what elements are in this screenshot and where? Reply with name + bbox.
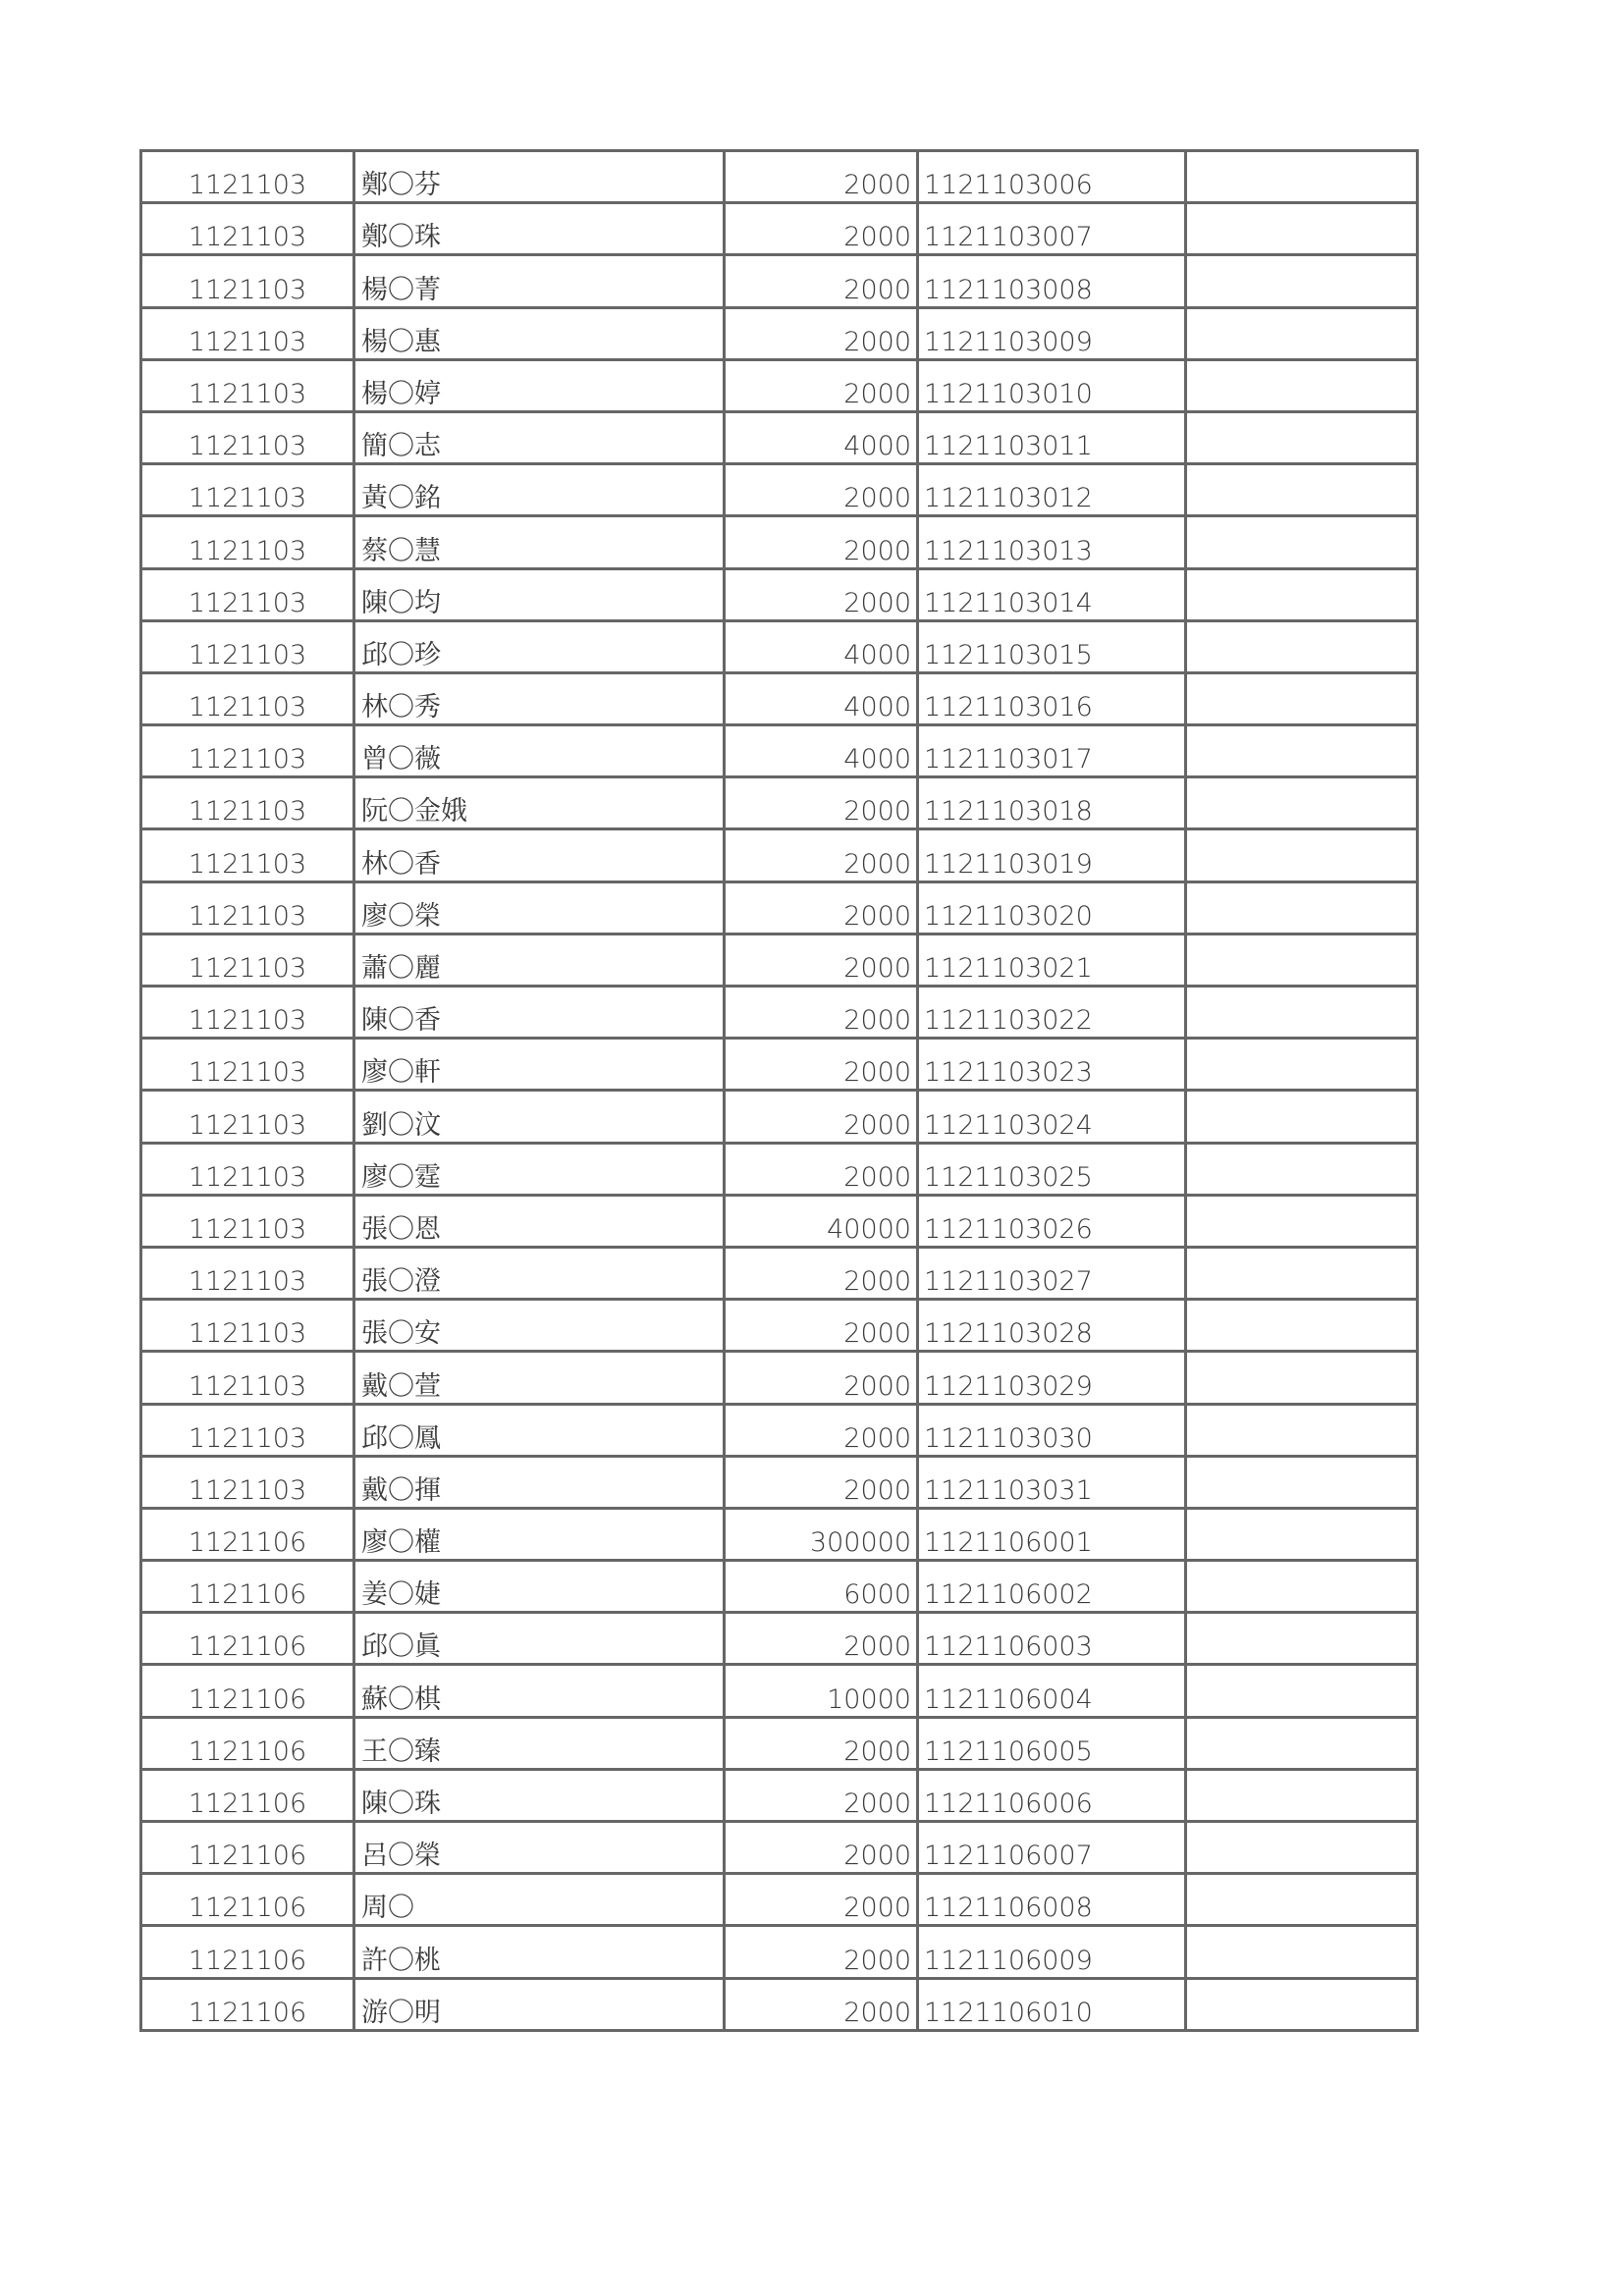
amount-cell: 2000 (725, 1874, 918, 1926)
note-cell (1186, 359, 1418, 411)
note-cell (1186, 1508, 1418, 1560)
table-row (141, 1404, 1418, 1456)
receipt-number-cell: 1121103009 (918, 307, 1186, 359)
name-cell: 廖〇權 (354, 1508, 725, 1560)
receipt-number-cell: 1121106006 (918, 1769, 1186, 1821)
amount-cell: 2000 (725, 516, 918, 568)
amount-cell: 2000 (725, 464, 918, 516)
amount-cell: 2000 (725, 1822, 918, 1874)
note-cell (1186, 1300, 1418, 1352)
amount-cell: 2000 (725, 307, 918, 359)
receipt-number-cell: 1121103029 (918, 1352, 1186, 1404)
date-cell: 1121103 (141, 516, 354, 568)
table-row (141, 620, 1418, 672)
table-row (141, 1561, 1418, 1613)
amount-cell: 2000 (725, 987, 918, 1039)
receipt-number-cell: 1121103023 (918, 1039, 1186, 1091)
name-cell: 楊〇惠 (354, 307, 725, 359)
amount-cell: 2000 (725, 151, 918, 203)
date-cell: 1121103 (141, 1456, 354, 1508)
name-cell: 鄭〇芬 (354, 151, 725, 203)
receipt-number-cell: 1121103010 (918, 359, 1186, 411)
note-cell (1186, 568, 1418, 620)
table-row (141, 203, 1418, 255)
table-row (141, 1352, 1418, 1404)
name-cell: 蘇〇棋 (354, 1665, 725, 1717)
table-body (141, 151, 1418, 2031)
note-cell (1186, 1352, 1418, 1404)
amount-cell: 2000 (725, 1143, 918, 1195)
name-cell: 邱〇鳳 (354, 1404, 725, 1456)
table-row (141, 568, 1418, 620)
name-cell: 陳〇香 (354, 987, 725, 1039)
date-cell: 1121106 (141, 1717, 354, 1769)
name-cell: 陳〇均 (354, 568, 725, 620)
amount-cell: 2000 (725, 1352, 918, 1404)
receipt-number-cell: 1121103018 (918, 777, 1186, 829)
table-row (141, 307, 1418, 359)
amount-cell: 2000 (725, 203, 918, 255)
note-cell (1186, 829, 1418, 881)
amount-cell: 2000 (725, 1613, 918, 1665)
name-cell: 簡〇志 (354, 411, 725, 463)
date-cell: 1121106 (141, 1978, 354, 2030)
note-cell (1186, 464, 1418, 516)
name-cell: 戴〇萱 (354, 1352, 725, 1404)
receipt-number-cell: 1121106002 (918, 1561, 1186, 1613)
receipt-number-cell: 1121106007 (918, 1822, 1186, 1874)
receipt-number-cell: 1121103014 (918, 568, 1186, 620)
table-row (141, 1769, 1418, 1821)
date-cell: 1121103 (141, 725, 354, 777)
amount-cell: 300000 (725, 1508, 918, 1560)
receipt-number-cell: 1121103006 (918, 151, 1186, 203)
amount-cell: 2000 (725, 1456, 918, 1508)
date-cell: 1121103 (141, 987, 354, 1039)
date-cell: 1121106 (141, 1822, 354, 1874)
date-cell: 1121103 (141, 568, 354, 620)
name-cell: 張〇安 (354, 1300, 725, 1352)
name-cell: 林〇秀 (354, 672, 725, 724)
receipt-number-cell: 1121103008 (918, 255, 1186, 307)
note-cell (1186, 1613, 1418, 1665)
table-row (141, 1874, 1418, 1926)
note-cell (1186, 151, 1418, 203)
date-cell: 1121103 (141, 1143, 354, 1195)
note-cell (1186, 725, 1418, 777)
note-cell (1186, 1039, 1418, 1091)
table-row (141, 1143, 1418, 1195)
date-cell: 1121103 (141, 1091, 354, 1143)
name-cell: 游〇明 (354, 1978, 725, 2030)
date-cell: 1121106 (141, 1769, 354, 1821)
amount-cell: 2000 (725, 1978, 918, 2030)
table-row (141, 1091, 1418, 1143)
date-cell: 1121106 (141, 1561, 354, 1613)
name-cell: 戴〇揮 (354, 1456, 725, 1508)
date-cell: 1121103 (141, 1352, 354, 1404)
amount-cell: 2000 (725, 255, 918, 307)
table-row (141, 881, 1418, 934)
table-row (141, 255, 1418, 307)
table-row (141, 464, 1418, 516)
amount-cell: 4000 (725, 620, 918, 672)
name-cell: 呂〇榮 (354, 1822, 725, 1874)
date-cell: 1121106 (141, 1926, 354, 1978)
name-cell: 蕭〇麗 (354, 934, 725, 986)
name-cell: 黃〇銘 (354, 464, 725, 516)
date-cell: 1121103 (141, 307, 354, 359)
name-cell: 林〇香 (354, 829, 725, 881)
note-cell (1186, 516, 1418, 568)
table-row (141, 1665, 1418, 1717)
name-cell: 陳〇珠 (354, 1769, 725, 1821)
note-cell (1186, 620, 1418, 672)
amount-cell: 2000 (725, 777, 918, 829)
table-row (141, 516, 1418, 568)
receipt-number-cell: 1121106001 (918, 1508, 1186, 1560)
receipt-number-cell: 1121103031 (918, 1456, 1186, 1508)
table-row (141, 987, 1418, 1039)
name-cell: 曾〇薇 (354, 725, 725, 777)
date-cell: 1121103 (141, 1404, 354, 1456)
note-cell (1186, 1143, 1418, 1195)
date-cell: 1121103 (141, 203, 354, 255)
note-cell (1186, 411, 1418, 463)
name-cell: 王〇臻 (354, 1717, 725, 1769)
table-row (141, 1926, 1418, 1978)
receipt-number-cell: 1121103012 (918, 464, 1186, 516)
note-cell (1186, 1769, 1418, 1821)
note-cell (1186, 1404, 1418, 1456)
receipt-number-cell: 1121103015 (918, 620, 1186, 672)
receipt-number-cell: 1121106005 (918, 1717, 1186, 1769)
receipt-number-cell: 1121103026 (918, 1195, 1186, 1247)
amount-cell: 2000 (725, 829, 918, 881)
name-cell: 姜〇婕 (354, 1561, 725, 1613)
date-cell: 1121106 (141, 1613, 354, 1665)
amount-cell: 2000 (725, 1300, 918, 1352)
table-row (141, 1508, 1418, 1560)
table-row (141, 1039, 1418, 1091)
receipt-number-cell: 1121103021 (918, 934, 1186, 986)
date-cell: 1121106 (141, 1508, 354, 1560)
name-cell: 楊〇婷 (354, 359, 725, 411)
amount-cell: 40000 (725, 1195, 918, 1247)
note-cell (1186, 672, 1418, 724)
amount-cell: 2000 (725, 1091, 918, 1143)
date-cell: 1121103 (141, 672, 354, 724)
note-cell (1186, 881, 1418, 934)
receipt-number-cell: 1121106004 (918, 1665, 1186, 1717)
receipt-number-cell: 1121103020 (918, 881, 1186, 934)
date-cell: 1121103 (141, 1195, 354, 1247)
name-cell: 蔡〇慧 (354, 516, 725, 568)
name-cell: 劉〇汶 (354, 1091, 725, 1143)
receipt-number-cell: 1121106008 (918, 1874, 1186, 1926)
amount-cell: 10000 (725, 1665, 918, 1717)
note-cell (1186, 1717, 1418, 1769)
amount-cell: 2000 (725, 1404, 918, 1456)
table-row (141, 411, 1418, 463)
date-cell: 1121103 (141, 151, 354, 203)
table-row (141, 829, 1418, 881)
receipt-number-cell: 1121106009 (918, 1926, 1186, 1978)
receipt-number-cell: 1121103016 (918, 672, 1186, 724)
table-row (141, 777, 1418, 829)
receipt-number-cell: 1121103027 (918, 1247, 1186, 1299)
name-cell: 邱〇珍 (354, 620, 725, 672)
date-cell: 1121103 (141, 464, 354, 516)
amount-cell: 4000 (725, 411, 918, 463)
receipt-number-cell: 1121103022 (918, 987, 1186, 1039)
note-cell (1186, 1874, 1418, 1926)
receipt-number-cell: 1121106003 (918, 1613, 1186, 1665)
date-cell: 1121103 (141, 777, 354, 829)
date-cell: 1121103 (141, 829, 354, 881)
table-row (141, 359, 1418, 411)
date-cell: 1121103 (141, 359, 354, 411)
receipt-number-cell: 1121103024 (918, 1091, 1186, 1143)
table-row (141, 1247, 1418, 1299)
note-cell (1186, 934, 1418, 986)
amount-cell: 2000 (725, 1926, 918, 1978)
table-row (141, 1456, 1418, 1508)
date-cell: 1121103 (141, 1247, 354, 1299)
table-row (141, 151, 1418, 203)
amount-cell: 2000 (725, 1039, 918, 1091)
name-cell: 楊〇菁 (354, 255, 725, 307)
date-cell: 1121103 (141, 881, 354, 934)
receipt-number-cell: 1121103007 (918, 203, 1186, 255)
amount-cell: 2000 (725, 1247, 918, 1299)
name-cell: 許〇桃 (354, 1926, 725, 1978)
name-cell: 周〇 (354, 1874, 725, 1926)
receipt-number-cell: 1121103030 (918, 1404, 1186, 1456)
table-row (141, 1300, 1418, 1352)
table-row (141, 1978, 1418, 2030)
amount-cell: 2000 (725, 934, 918, 986)
table-row (141, 1613, 1418, 1665)
note-cell (1186, 1978, 1418, 2030)
receipt-number-cell: 1121106010 (918, 1978, 1186, 2030)
name-cell: 張〇恩 (354, 1195, 725, 1247)
date-cell: 1121103 (141, 934, 354, 986)
receipt-number-cell: 1121103017 (918, 725, 1186, 777)
note-cell (1186, 987, 1418, 1039)
note-cell (1186, 1822, 1418, 1874)
table-row (141, 672, 1418, 724)
name-cell: 鄭〇珠 (354, 203, 725, 255)
name-cell: 邱〇眞 (354, 1613, 725, 1665)
table-row (141, 1822, 1418, 1874)
note-cell (1186, 1456, 1418, 1508)
table-row (141, 1717, 1418, 1769)
receipt-number-cell: 1121103019 (918, 829, 1186, 881)
receipt-number-cell: 1121103011 (918, 411, 1186, 463)
note-cell (1186, 1561, 1418, 1613)
note-cell (1186, 307, 1418, 359)
amount-cell: 2000 (725, 881, 918, 934)
table-row (141, 725, 1418, 777)
note-cell (1186, 777, 1418, 829)
table-row (141, 934, 1418, 986)
name-cell: 廖〇榮 (354, 881, 725, 934)
name-cell: 廖〇軒 (354, 1039, 725, 1091)
amount-cell: 2000 (725, 568, 918, 620)
note-cell (1186, 255, 1418, 307)
date-cell: 1121106 (141, 1665, 354, 1717)
note-cell (1186, 203, 1418, 255)
amount-cell: 2000 (725, 1769, 918, 1821)
date-cell: 1121103 (141, 255, 354, 307)
receipt-number-cell: 1121103025 (918, 1143, 1186, 1195)
note-cell (1186, 1926, 1418, 1978)
amount-cell: 4000 (725, 725, 918, 777)
amount-cell: 4000 (725, 672, 918, 724)
name-cell: 廖〇霆 (354, 1143, 725, 1195)
note-cell (1186, 1247, 1418, 1299)
note-cell (1186, 1091, 1418, 1143)
note-cell (1186, 1665, 1418, 1717)
date-cell: 1121103 (141, 411, 354, 463)
amount-cell: 2000 (725, 359, 918, 411)
note-cell (1186, 1195, 1418, 1247)
date-cell: 1121103 (141, 1300, 354, 1352)
date-cell: 1121106 (141, 1874, 354, 1926)
name-cell: 張〇澄 (354, 1247, 725, 1299)
table-row (141, 1195, 1418, 1247)
donation-table (139, 149, 1419, 2032)
name-cell: 阮〇金娥 (354, 777, 725, 829)
amount-cell: 6000 (725, 1561, 918, 1613)
date-cell: 1121103 (141, 620, 354, 672)
receipt-number-cell: 1121103028 (918, 1300, 1186, 1352)
date-cell: 1121103 (141, 1039, 354, 1091)
receipt-number-cell: 1121103013 (918, 516, 1186, 568)
amount-cell: 2000 (725, 1717, 918, 1769)
